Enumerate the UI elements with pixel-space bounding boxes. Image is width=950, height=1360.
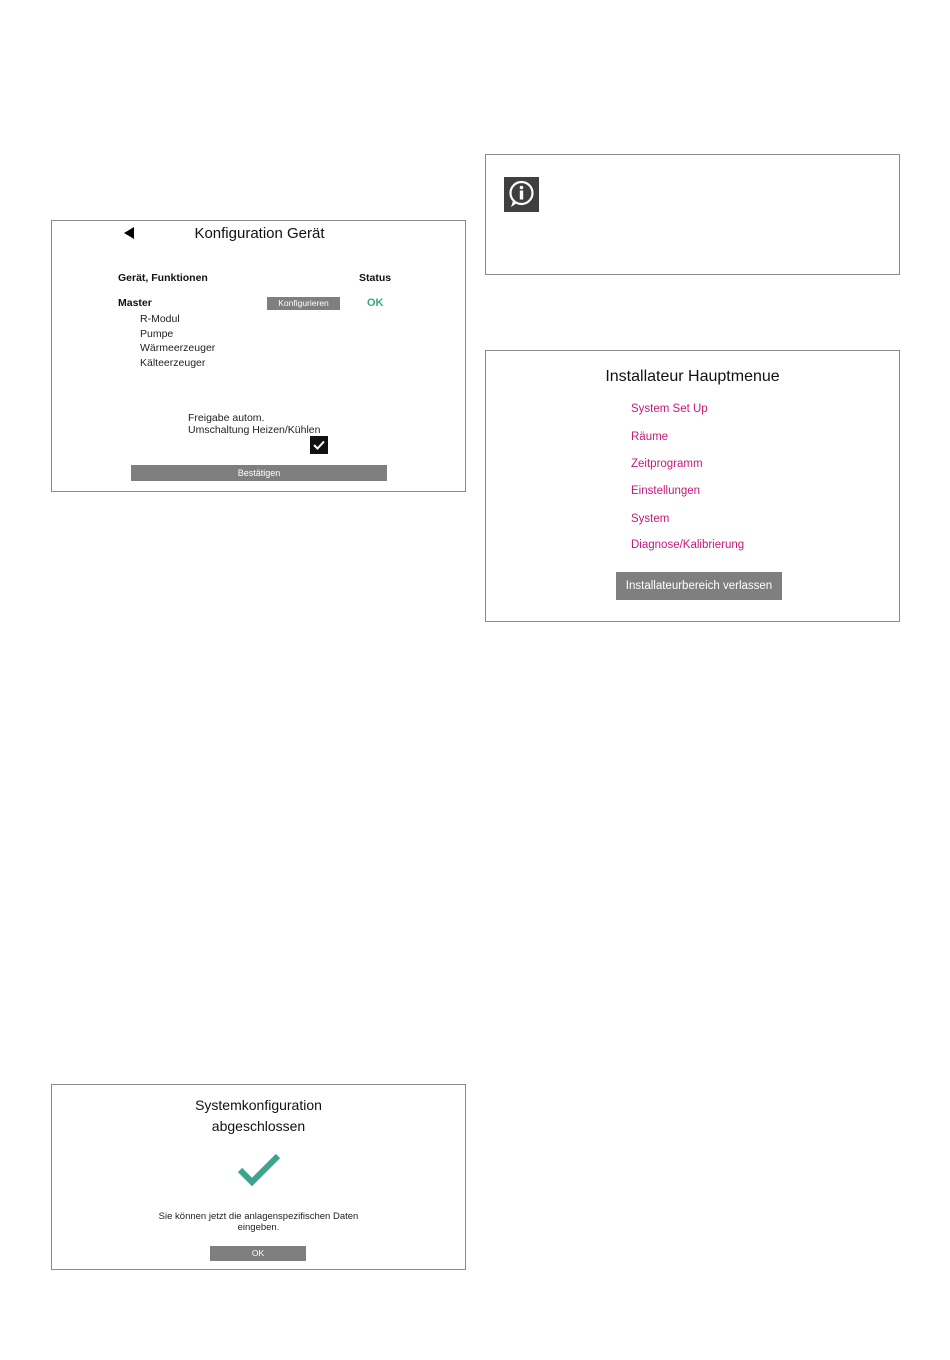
list-item-pumpe: Pumpe [140,328,174,340]
menu-item-einstellungen[interactable]: Einstellungen [631,485,701,497]
column-header-status: Status [359,272,392,284]
column-header-device: Gerät, Funktionen [118,272,208,284]
configure-button[interactable]: Konfigurieren [267,297,340,310]
menu-item-zeitprogramm[interactable]: Zeitprogramm [631,458,703,470]
leave-installer-area-button[interactable]: Installateurbereich verlassen [616,572,782,600]
menu-item-diagnose-kalibrierung[interactable]: Diagnose/Kalibrierung [631,539,745,551]
completion-message-line1: Sie können jetzt die anlagenspezifischen Daten [158,1211,359,1222]
confirm-button[interactable]: Bestätigen [131,465,387,481]
completion-message-line2: eingeben. [237,1222,280,1233]
master-label: Master [118,297,152,309]
auto-switch-label-line2: Umschaltung Heizen/Kühlen [188,424,321,436]
menu-title: Installateur Hauptmenue [605,368,780,385]
ok-button[interactable]: OK [210,1246,306,1261]
list-item-waermeerzeuger: Wärmeerzeuger [140,342,216,354]
completion-title-line2: abgeschlossen [211,1118,306,1134]
checkmark-icon [313,440,325,450]
list-item-r-modul: R-Modul [140,313,180,325]
info-box [485,154,900,275]
menu-item-system-set-up[interactable]: System Set Up [631,403,708,415]
auto-switch-label-line1: Freigabe autom. [188,412,265,424]
auto-switch-checkbox[interactable] [310,436,328,454]
completion-title-line1: Systemkonfiguration [195,1097,322,1113]
info-icon [504,177,539,212]
status-badge: OK [367,297,384,309]
page-title: Konfiguration Gerät [194,225,325,242]
success-check-icon [237,1153,281,1187]
menu-item-raeume[interactable]: Räume [631,431,669,443]
device-configuration-panel [51,220,466,492]
menu-item-system[interactable]: System [631,513,670,525]
completion-panel [51,1084,466,1270]
installer-main-menu [485,350,900,622]
list-item-kaelteerzeuger: Kälteerzeuger [140,357,206,369]
